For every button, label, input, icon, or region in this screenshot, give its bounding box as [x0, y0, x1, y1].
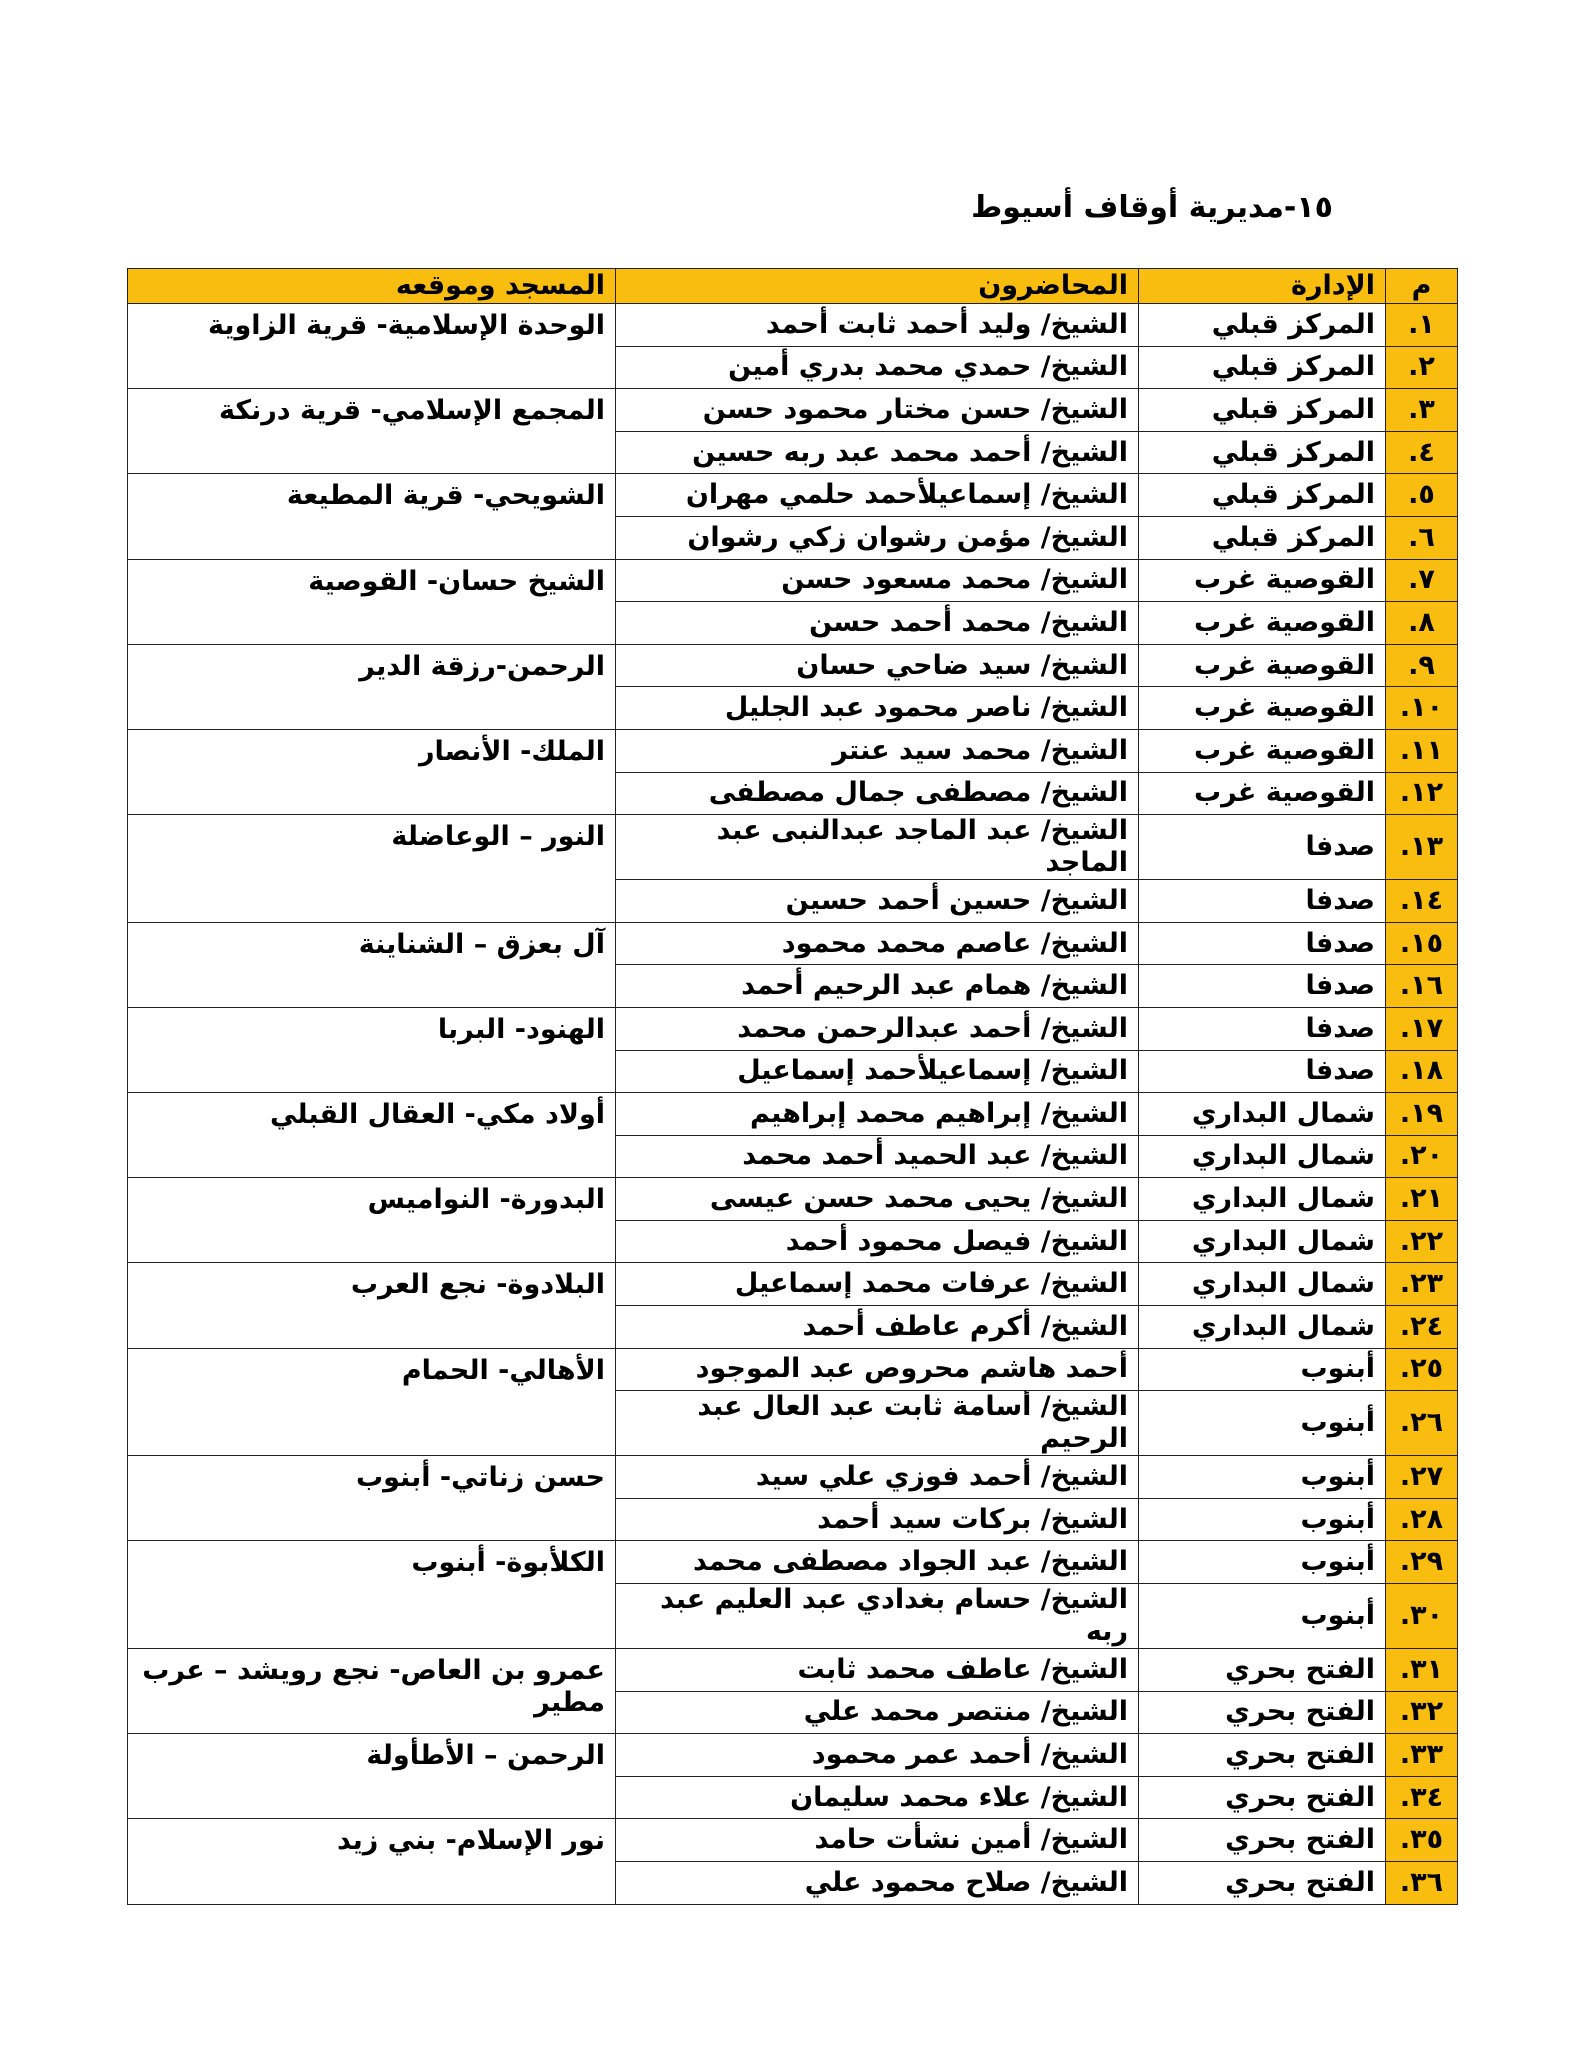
row-number-cell: ١٦.: [1386, 965, 1458, 1008]
row-number-cell: ٣٠.: [1386, 1584, 1458, 1649]
mosque-cell: المجمع الإسلامي- قرية درنكة: [128, 389, 616, 474]
lecturer-cell: الشيخ/ سيد ضاحي حسان: [616, 644, 1139, 687]
mosque-cell: أولاد مكي- العقال القبلي: [128, 1093, 616, 1178]
table-row: [128, 474, 1458, 517]
lecturer-cell: أحمد هاشم محروص عبد الموجود: [616, 1348, 1139, 1391]
lecturer-cell: الشيخ/ عبد الحميد أحمد محمد: [616, 1135, 1139, 1178]
mosque-cell: البلادوة- نجع العرب: [128, 1263, 616, 1348]
mosque-cell: الشويحي- قرية المطيعة: [128, 474, 616, 559]
table-row: [128, 1734, 1458, 1777]
table-row: [128, 1007, 1458, 1050]
admin-cell: أبنوب: [1139, 1348, 1386, 1391]
table-header-row: [128, 269, 1458, 304]
admin-cell: شمال البداري: [1139, 1220, 1386, 1263]
row-number-cell: ٥.: [1386, 474, 1458, 517]
row-number-cell: ٣١.: [1386, 1649, 1458, 1692]
table-row: [128, 1178, 1458, 1221]
lecturer-cell: الشيخ/ أحمد فوزي علي سيد: [616, 1456, 1139, 1499]
lecturer-cell: الشيخ/ محمد سيد عنتر: [616, 729, 1139, 772]
admin-cell: الفتح بحري: [1139, 1819, 1386, 1862]
admin-cell: القوصية غرب: [1139, 687, 1386, 730]
lecturer-cell: الشيخ/ منتصر محمد علي: [616, 1691, 1139, 1734]
lecturers-table: [127, 268, 1458, 1905]
admin-cell: الفتح بحري: [1139, 1734, 1386, 1777]
admin-cell: المركز قبلي: [1139, 474, 1386, 517]
mosque-cell: عمرو بن العاص- نجع رويشد – عرب مطير: [128, 1649, 616, 1734]
admin-cell: القوصية غرب: [1139, 729, 1386, 772]
row-number-cell: ١٤.: [1386, 880, 1458, 923]
admin-cell: القوصية غرب: [1139, 644, 1386, 687]
admin-cell: المركز قبلي: [1139, 346, 1386, 389]
mosque-cell: الكلأبوة- أبنوب: [128, 1541, 616, 1649]
table-row: [128, 815, 1458, 880]
lecturer-cell: الشيخ/ حسام بغدادي عبد العليم عبد ربه: [616, 1584, 1139, 1649]
row-number-cell: ٦.: [1386, 516, 1458, 559]
admin-cell: الفتح بحري: [1139, 1691, 1386, 1734]
row-number-cell: ٤.: [1386, 431, 1458, 474]
lecturer-cell: الشيخ/ يحيى محمد حسن عيسى: [616, 1178, 1139, 1221]
admin-cell: المركز قبلي: [1139, 304, 1386, 347]
admin-cell: شمال البداري: [1139, 1178, 1386, 1221]
table-row: [128, 1541, 1458, 1584]
row-number-cell: ١٣.: [1386, 815, 1458, 880]
admin-cell: صدفا: [1139, 815, 1386, 880]
admin-cell: صدفا: [1139, 965, 1386, 1008]
lecturer-cell: الشيخ/ فيصل محمود أحمد: [616, 1220, 1139, 1263]
mosque-cell: الرحمن – الأطأولة: [128, 1734, 616, 1819]
lecturer-cell: الشيخ/ صلاح محمود علي: [616, 1862, 1139, 1905]
lecturer-cell: الشيخ/ حمدي محمد بدري أمين: [616, 346, 1139, 389]
table-row: [128, 304, 1458, 347]
lecturer-cell: الشيخ/ عاطف محمد ثابت: [616, 1649, 1139, 1692]
header-mosque: المسجد وموقعه: [128, 269, 616, 304]
lecturer-cell: الشيخ/ أحمد عبدالرحمن محمد: [616, 1007, 1139, 1050]
table-row: [128, 644, 1458, 687]
admin-cell: أبنوب: [1139, 1541, 1386, 1584]
table-row: [128, 729, 1458, 772]
row-number-cell: ٢٩.: [1386, 1541, 1458, 1584]
admin-cell: أبنوب: [1139, 1584, 1386, 1649]
lecturer-cell: الشيخ/ عاصم محمد محمود: [616, 922, 1139, 965]
lecturer-cell: الشيخ/ مؤمن رشوان زكي رشوان: [616, 516, 1139, 559]
lecturer-cell: الشيخ/ عرفات محمد إسماعيل: [616, 1263, 1139, 1306]
lecturer-cell: الشيخ/ أحمد عمر محمود: [616, 1734, 1139, 1777]
lecturer-cell: الشيخ/ حسين أحمد حسين: [616, 880, 1139, 923]
admin-cell: أبنوب: [1139, 1456, 1386, 1499]
row-number-cell: ٢٣.: [1386, 1263, 1458, 1306]
row-number-cell: ٢٥.: [1386, 1348, 1458, 1391]
mosque-cell: الملك- الأنصار: [128, 729, 616, 814]
header-num: م: [1386, 269, 1458, 304]
lecturer-cell: الشيخ/ إبراهيم محمد إبراهيم: [616, 1093, 1139, 1136]
admin-cell: صدفا: [1139, 1050, 1386, 1093]
admin-cell: الفتح بحري: [1139, 1776, 1386, 1819]
lecturer-cell: الشيخ/ أكرم عاطف أحمد: [616, 1306, 1139, 1349]
table-row: [128, 1093, 1458, 1136]
row-number-cell: ١٨.: [1386, 1050, 1458, 1093]
row-number-cell: ٣٤.: [1386, 1776, 1458, 1819]
table-row: [128, 559, 1458, 602]
admin-cell: المركز قبلي: [1139, 431, 1386, 474]
admin-cell: القوصية غرب: [1139, 559, 1386, 602]
admin-cell: شمال البداري: [1139, 1093, 1386, 1136]
admin-cell: صدفا: [1139, 880, 1386, 923]
row-number-cell: ٣٦.: [1386, 1862, 1458, 1905]
row-number-cell: ١٥.: [1386, 922, 1458, 965]
page-title: ١٥-مديرية أوقاف أسيوط: [971, 190, 1333, 225]
lecturer-cell: الشيخ/ محمد أحمد حسن: [616, 602, 1139, 645]
row-number-cell: ١١.: [1386, 729, 1458, 772]
row-number-cell: ٣٣.: [1386, 1734, 1458, 1777]
row-number-cell: ١٢.: [1386, 772, 1458, 815]
mosque-cell: الهنود- البربا: [128, 1007, 616, 1092]
row-number-cell: ٣٢.: [1386, 1691, 1458, 1734]
row-number-cell: ٧.: [1386, 559, 1458, 602]
lecturer-cell: الشيخ/ أمين نشأت حامد: [616, 1819, 1139, 1862]
lecturer-cell: الشيخ/ عبد الجواد مصطفى محمد: [616, 1541, 1139, 1584]
lecturer-cell: الشيخ/ ناصر محمود عبد الجليل: [616, 687, 1139, 730]
table-row: [128, 1456, 1458, 1499]
row-number-cell: ٢٤.: [1386, 1306, 1458, 1349]
lecturer-cell: الشيخ/ إسماعيلأحمد إسماعيل: [616, 1050, 1139, 1093]
lecturer-cell: الشيخ/ أحمد محمد عبد ربه حسين: [616, 431, 1139, 474]
table-row: [128, 389, 1458, 432]
admin-cell: صدفا: [1139, 922, 1386, 965]
mosque-cell: النور – الوعاضلة: [128, 815, 616, 923]
admin-cell: صدفا: [1139, 1007, 1386, 1050]
mosque-cell: البدورة- النواميس: [128, 1178, 616, 1263]
admin-cell: المركز قبلي: [1139, 389, 1386, 432]
admin-cell: الفتح بحري: [1139, 1649, 1386, 1692]
admin-cell: شمال البداري: [1139, 1135, 1386, 1178]
admin-cell: القوصية غرب: [1139, 772, 1386, 815]
row-number-cell: ٨.: [1386, 602, 1458, 645]
lecturer-cell: الشيخ/ همام عبد الرحيم أحمد: [616, 965, 1139, 1008]
mosque-cell: الشيخ حسان- القوصية: [128, 559, 616, 644]
header-admin: الإدارة: [1139, 269, 1386, 304]
mosque-cell: الوحدة الإسلامية- قرية الزاوية: [128, 304, 616, 389]
mosque-cell: حسن زناتي- أبنوب: [128, 1456, 616, 1541]
lecturer-cell: الشيخ/ أسامة ثابت عبد العال عبد الرحيم: [616, 1391, 1139, 1456]
row-number-cell: ١٠.: [1386, 687, 1458, 730]
admin-cell: القوصية غرب: [1139, 602, 1386, 645]
row-number-cell: ١.: [1386, 304, 1458, 347]
table-body: [128, 304, 1458, 1905]
row-number-cell: ١٧.: [1386, 1007, 1458, 1050]
row-number-cell: ٢.: [1386, 346, 1458, 389]
lecturer-cell: الشيخ/ مصطفى جمال مصطفى: [616, 772, 1139, 815]
row-number-cell: ٩.: [1386, 644, 1458, 687]
lecturer-cell: الشيخ/ علاء محمد سليمان: [616, 1776, 1139, 1819]
table-row: [128, 1819, 1458, 1862]
lecturer-cell: الشيخ/ حسن مختار محمود حسن: [616, 389, 1139, 432]
admin-cell: شمال البداري: [1139, 1263, 1386, 1306]
row-number-cell: ٢٨.: [1386, 1498, 1458, 1541]
table-row: [128, 922, 1458, 965]
mosque-cell: نور الإسلام- بني زيد: [128, 1819, 616, 1904]
row-number-cell: ٢٦.: [1386, 1391, 1458, 1456]
row-number-cell: ٢٢.: [1386, 1220, 1458, 1263]
lecturer-cell: الشيخ/ بركات سيد أحمد: [616, 1498, 1139, 1541]
table-row: [128, 1649, 1458, 1692]
mosque-cell: آل بعزق – الشناينة: [128, 922, 616, 1007]
header-lecturers: المحاضرون: [616, 269, 1139, 304]
row-number-cell: ٣٥.: [1386, 1819, 1458, 1862]
admin-cell: أبنوب: [1139, 1498, 1386, 1541]
admin-cell: الفتح بحري: [1139, 1862, 1386, 1905]
row-number-cell: ٣.: [1386, 389, 1458, 432]
mosque-cell: الأهالي- الحمام: [128, 1348, 616, 1456]
lecturer-cell: الشيخ/ عبد الماجد عبدالنبى عبد الماجد: [616, 815, 1139, 880]
row-number-cell: ٢٠.: [1386, 1135, 1458, 1178]
admin-cell: المركز قبلي: [1139, 516, 1386, 559]
admin-cell: أبنوب: [1139, 1391, 1386, 1456]
lecturer-cell: الشيخ/ محمد مسعود حسن: [616, 559, 1139, 602]
mosque-cell: الرحمن-رزقة الدير: [128, 644, 616, 729]
lecturer-cell: الشيخ/ إسماعيلأحمد حلمي مهران: [616, 474, 1139, 517]
row-number-cell: ٢٧.: [1386, 1456, 1458, 1499]
table-row: [128, 1348, 1458, 1391]
table-row: [128, 1263, 1458, 1306]
lecturer-cell: الشيخ/ وليد أحمد ثابت أحمد: [616, 304, 1139, 347]
admin-cell: شمال البداري: [1139, 1306, 1386, 1349]
row-number-cell: ١٩.: [1386, 1093, 1458, 1136]
row-number-cell: ٢١.: [1386, 1178, 1458, 1221]
